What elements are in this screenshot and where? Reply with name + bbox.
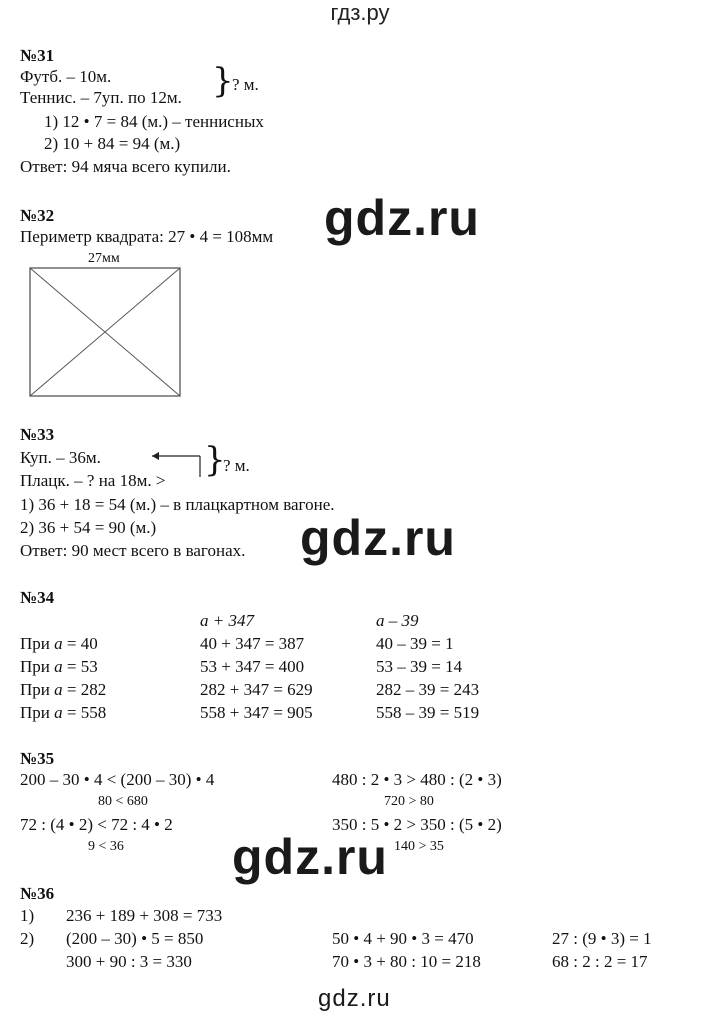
column-header-diff — [376, 611, 419, 631]
table-cell: 40 + 347 = 387 — [200, 634, 305, 653]
square-diagram — [28, 266, 184, 400]
expr-2-result: 720 > 80 — [384, 794, 434, 809]
table-row-label: При a = 40 — [20, 634, 98, 653]
task-31-answer: Ответ: 94 мяча всего купили. — [20, 157, 231, 176]
brace-icon: } — [212, 61, 234, 101]
watermark: gdz.ru — [300, 510, 456, 566]
expr: 50 • 4 + 90 • 3 = 470 — [332, 929, 474, 948]
item-number: 2) — [20, 929, 35, 948]
header-diff-rest: – 39 — [384, 611, 419, 630]
task-33-step2: 2) 36 + 54 = 90 (м.) — [20, 518, 157, 537]
expr-2: 480 : 2 • 3 > 480 : (2 • 3) — [332, 770, 502, 789]
item-number: 1) — [20, 906, 35, 925]
table-row-label: При a = 53 — [20, 657, 98, 676]
expr-sum: 236 + 189 + 308 = 733 — [66, 906, 223, 925]
table-cell: 558 – 39 = 519 — [376, 703, 480, 722]
variable-a: a — [376, 611, 385, 630]
brace-icon: } — [204, 440, 226, 480]
expr-3: 72 : (4 • 2) < 72 : 4 • 2 — [20, 815, 173, 834]
task-33-line1: Куп. – 36м. — [20, 448, 101, 467]
expr-1: 200 – 30 • 4 < (200 – 30) • 4 — [20, 770, 215, 789]
expr: 27 : (9 • 3) = 1 — [552, 929, 652, 948]
task-31-line1: Футб. – 10м. — [20, 67, 112, 86]
task-31-step2: 2) 10 + 84 = 94 (м.) — [44, 134, 181, 153]
footer-watermark: gdz.ru — [318, 985, 391, 1012]
expr: 68 : 2 : 2 = 17 — [552, 952, 648, 971]
table-cell: 53 + 347 = 400 — [200, 657, 305, 676]
expr: (200 – 30) • 5 = 850 — [66, 929, 204, 948]
variable-a: a — [200, 611, 209, 630]
task-36-title: №36 — [20, 884, 55, 903]
task-31-line2: Теннис. – 7уп. по 12м. — [20, 88, 182, 107]
watermark: gdz.ru — [232, 829, 388, 885]
table-cell: 40 – 39 = 1 — [376, 634, 454, 653]
task-35-title: №35 — [20, 749, 55, 768]
task-31-question: ? м. — [232, 75, 259, 94]
task-31-title: №31 — [20, 46, 55, 65]
task-33-step1: 1) 36 + 18 = 54 (м.) – в плацкартном вагоне. — [20, 495, 335, 514]
table-cell: 282 – 39 = 243 — [376, 680, 480, 699]
table-cell: 282 + 347 = 629 — [200, 680, 313, 699]
task-33-title: №33 — [20, 425, 55, 444]
square-side-label: 27мм — [88, 251, 120, 266]
task-33-line2: Плацк. – ? на 18м. > — [20, 471, 166, 490]
table-cell: 558 + 347 = 905 — [200, 703, 313, 722]
watermark: gdz.ru — [324, 190, 480, 246]
task-33-answer: Ответ: 90 мест всего в вагонах. — [20, 541, 246, 560]
column-header-sum — [200, 611, 254, 631]
header-sum-rest: + 347 — [208, 611, 254, 630]
expr: 70 • 3 + 80 : 10 = 218 — [332, 952, 481, 971]
task-32-line1: Периметр квадрата: 27 • 4 = 108мм — [20, 227, 274, 246]
table-cell: 53 – 39 = 14 — [376, 657, 463, 676]
table-row-label: При a = 558 — [20, 703, 107, 722]
task-31-step1: 1) 12 • 7 = 84 (м.) – теннисных — [44, 112, 264, 131]
task-33-question: ? м. — [223, 456, 250, 475]
table-row-label: При a = 282 — [20, 680, 107, 699]
expr: 300 + 90 : 3 = 330 — [66, 952, 192, 971]
expr-4-result: 140 > 35 — [394, 839, 444, 854]
header-watermark: гдз.ру — [330, 0, 390, 25]
task-32-title: №32 — [20, 206, 55, 225]
expr-1-result: 80 < 680 — [98, 794, 148, 809]
comparison-arrow-icon — [150, 446, 206, 480]
task-34-title: №34 — [20, 588, 55, 607]
expr-3-result: 9 < 36 — [88, 839, 124, 854]
expr-4: 350 : 5 • 2 > 350 : (5 • 2) — [332, 815, 502, 834]
